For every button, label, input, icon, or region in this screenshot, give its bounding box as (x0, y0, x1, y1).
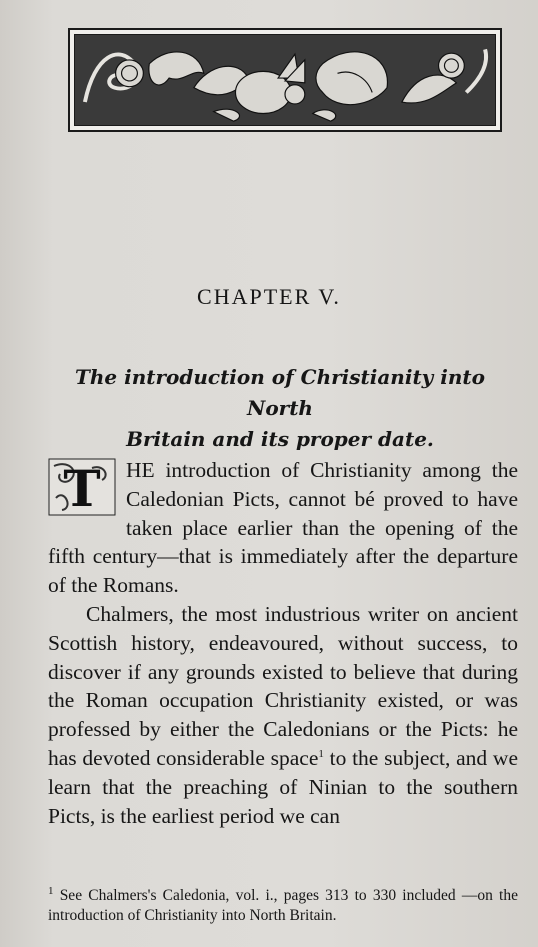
body-text (48, 456, 518, 830)
footnote-reference: 1 (318, 747, 324, 760)
footnote-marker: 1 (48, 884, 54, 897)
paragraph-1 (48, 456, 518, 600)
svg-text:T: T (63, 459, 101, 516)
footnote-text: See Chalmers's Caledonia, vol. i., pages 313 to 330 included —on the introduction of Christianity into North Britain. (48, 887, 518, 924)
chapter-title-line-2: Britain and its proper date. (126, 427, 434, 451)
paragraph-1-text: HE introduction of Christianity among the Caledonian Picts, cannot bé proved to have taken place earlier than the opening of the fifth century—that is immediately after the departure of the Romans. (48, 458, 518, 598)
decorative-headpiece (68, 28, 502, 132)
paragraph-2-text: Chalmers, the most industrious writer on ancient Scottish history, endeavoured, without success, to discover if any grounds existed to believe that during the Roman occupation Christianity existed, or was professed by either the Caledonians or the Picts: he has devoted considerable space (48, 601, 518, 770)
ornamental-letter-icon (48, 458, 116, 516)
chapter-title (40, 362, 520, 455)
drop-cap (48, 458, 116, 516)
chapter-title-line-1: The introduction of Christianity into North (75, 365, 485, 420)
footnote (48, 886, 518, 926)
foliage-ornament-icon (75, 35, 495, 125)
chapter-heading: CHAPTER V. (197, 284, 341, 309)
paragraph-2-text-continued: to the subject, and we learn that the preaching of Ninian to the southern Picts, is the earliest period we can (48, 745, 518, 828)
paragraph-2 (48, 600, 518, 830)
